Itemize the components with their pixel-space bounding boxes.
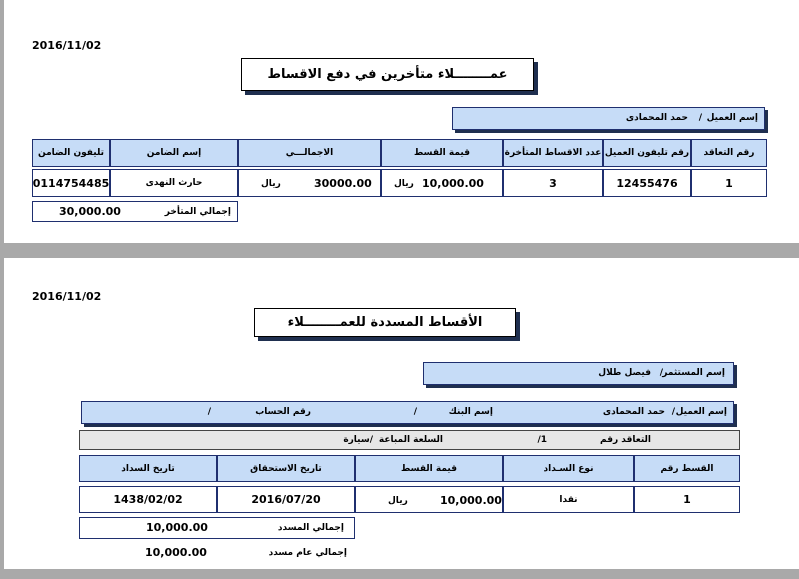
investor-name-label: إسم المستثمر (662, 368, 725, 378)
installment-value-amount: 10,000.00 (440, 494, 502, 507)
installment-currency: ريال (388, 496, 408, 506)
cell-late-count: 3 (503, 169, 603, 197)
total-amount: 30000.00 (314, 177, 372, 190)
contract-number-label: التعاقد رقم (600, 435, 651, 445)
report-title (241, 58, 534, 91)
grand-total-value: 10,000.00 (145, 546, 207, 559)
report-title (254, 308, 516, 337)
bank-name-separator: / (413, 407, 417, 417)
customer-name-label: إسم العميل (706, 113, 758, 123)
customer-name-bar (452, 107, 765, 130)
contract-number-value: 1/ (537, 435, 547, 445)
installment-value-amount: 10,000.00 (422, 177, 484, 190)
customer-name-value: حمد المحمادى (625, 113, 688, 123)
cell-due-date: 2016/07/20 (217, 486, 355, 513)
header-guarantor-name: إسم الضامن (110, 139, 238, 167)
grand-total-row (79, 543, 355, 565)
cell-guarantor-name: حارث النهدى (110, 169, 238, 197)
cell-installment-value (355, 486, 503, 513)
account-number-separator: / (207, 407, 211, 417)
cell-paid-date: 1438/02/02 (79, 486, 217, 513)
late-total-box (32, 201, 238, 222)
header-paid-date: تاريخ السداد (79, 455, 217, 482)
cell-installment-no: 1 (634, 486, 740, 513)
paid-total-label: إجمالي المسدد (277, 523, 344, 533)
customer-name-label: إسم العميل (675, 407, 727, 417)
header-installment-no: القسط رقم (634, 455, 740, 482)
late-total-label: إجمالي المتأخر (164, 207, 231, 217)
investor-name-value: فيصل طلال (598, 368, 651, 378)
report-date: 2016/11/02 (32, 290, 102, 303)
bank-name-label: إسم البنك (448, 407, 493, 417)
header-customer-phone: رقم تليفون العميل (603, 139, 691, 167)
report-date: 2016/11/02 (32, 39, 102, 52)
customer-name-separator: / (698, 113, 702, 123)
header-installment-value: قيمة القسط (381, 139, 503, 167)
report-page-late-customers (4, 0, 799, 243)
header-due-date: تاريخ الاستحقاق (217, 455, 355, 482)
header-contract-no: رقم التعاقد (691, 139, 767, 167)
installment-currency: ريال (394, 179, 414, 189)
cell-customer-phone: 12455476 (603, 169, 691, 197)
customer-name-value: حمد المحمادى (602, 407, 665, 417)
investor-name-bar (423, 362, 734, 385)
header-installment-value: قيمة القسط (355, 455, 503, 482)
header-guarantor-phone: تليفون الضامن (32, 139, 110, 167)
header-late-count: عدد الاقساط المتأخرة (503, 139, 603, 167)
paid-total-value: 10,000.00 (146, 521, 208, 534)
cell-contract-no: 1 (691, 169, 767, 197)
investor-name-separator: / (659, 368, 663, 378)
customer-bank-bar (81, 401, 734, 424)
header-payment-type: نوع السـداد (503, 455, 634, 482)
cell-guarantor-phone: 0114754485 (32, 169, 110, 197)
paid-total-box (79, 517, 355, 539)
total-currency: ريال (261, 179, 281, 189)
cell-total (238, 169, 381, 197)
sold-goods-value: /سيارة (343, 435, 373, 445)
report-page-paid-installments (4, 258, 799, 569)
header-total: الاجمالـــي (238, 139, 381, 167)
grand-total-label: إجمالي عام مسدد (268, 548, 347, 558)
cell-installment-value (381, 169, 503, 197)
account-number-label: رقم الحساب (255, 407, 311, 417)
contract-goods-bar (79, 430, 740, 450)
cell-payment-type: نقدا (503, 486, 634, 513)
report-title-text: عمــــــــلاء متأخرين في دفع الاقساط (267, 67, 508, 82)
sold-goods-label: السلعة المباعة (378, 435, 443, 445)
late-total-value: 30,000.00 (59, 205, 121, 218)
report-title-text: الأقساط المسددة للعمــــــــلاء (287, 315, 483, 330)
customer-name-separator: / (671, 407, 675, 417)
